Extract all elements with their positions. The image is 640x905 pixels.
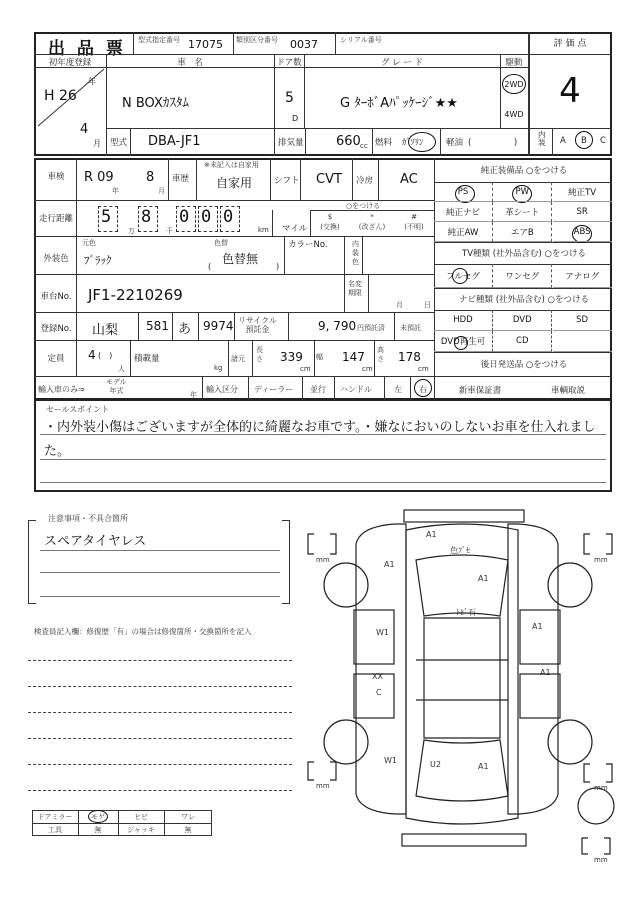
- nav-item: CD: [493, 331, 552, 352]
- odometer-digit: 0: [223, 207, 234, 227]
- mark-a1-rear: A1: [478, 762, 489, 771]
- genuine-item: 純正TV: [553, 182, 612, 202]
- dims-label: 諸元: [231, 355, 245, 363]
- mark-a1-front: A1: [426, 530, 437, 539]
- notes-bracket-right: [282, 520, 290, 604]
- first-reg-month-unit: 月: [93, 139, 101, 148]
- ac-value: AC: [400, 172, 418, 187]
- nav-title: ナビ種類 (社外品含む) ○をつける: [459, 295, 589, 305]
- mm-unit-3: mm: [316, 782, 330, 790]
- mark-u2: U2: [430, 760, 441, 769]
- name-change-label: 名変 期限: [348, 280, 362, 297]
- score-label: 評 価 点: [553, 39, 587, 49]
- sen-unit: 千: [166, 227, 173, 235]
- original-color: ﾌﾞﾗｯｸ: [84, 254, 112, 267]
- notes-text: スペアタイヤレス: [44, 534, 147, 549]
- nav-item: DVD再生可: [434, 331, 493, 352]
- jack-label: ジャッキ: [127, 826, 155, 834]
- original-color-label: 元色: [82, 239, 96, 247]
- mark-xx: XX: [372, 672, 383, 681]
- fuel-gasoline-circle: [408, 132, 436, 152]
- model-label: 型式: [110, 138, 128, 148]
- history-label: 車歴: [172, 174, 190, 184]
- sales-line-2: た。: [44, 444, 71, 459]
- displacement-value: 660: [336, 134, 361, 149]
- mark-a1-hood: A1: [478, 574, 489, 583]
- category-label: 類別区分番号: [236, 36, 278, 44]
- mark-chip: ﾄﾋﾞ石: [456, 608, 476, 617]
- crack-label: ヒビ: [134, 813, 148, 821]
- fuel-light-oil: 軽油: [446, 138, 464, 148]
- mm-unit-4: mm: [594, 784, 608, 792]
- capacity-value: 4: [88, 348, 96, 362]
- doors-label: ドア数: [276, 58, 302, 68]
- mm-unit-5: mm: [594, 856, 608, 864]
- drive-2wd: 2WD: [504, 80, 524, 89]
- import-class-label: 輸入区分: [206, 385, 238, 394]
- shift-value: CVT: [316, 172, 342, 187]
- odometer-digit: 8: [141, 207, 152, 227]
- history-value: 自家用: [216, 176, 253, 190]
- type-designation-label: 型式指定番号: [138, 36, 180, 44]
- drive-label: 駆動: [505, 58, 523, 68]
- sales-block: [34, 400, 612, 492]
- first-reg-year-unit: 年: [88, 77, 96, 86]
- height-value: 178: [398, 350, 421, 364]
- length-unit: cm: [300, 365, 311, 373]
- plate-label: 登録No.: [40, 324, 72, 334]
- repaint-label: 色替: [214, 239, 228, 247]
- mark-a1-left: A1: [384, 560, 395, 569]
- load-label: 積載量: [134, 354, 160, 364]
- recycle-unit: 円預託済: [357, 324, 385, 332]
- first-reg-label: 初年度登録: [48, 58, 92, 68]
- handle-right-circle: [414, 379, 432, 397]
- sales-label: セールスポイント: [46, 405, 110, 414]
- first-reg-era-year: H 26: [44, 88, 77, 104]
- inspection-month-unit: 月: [158, 187, 165, 195]
- mileage-repair: * (改ざん): [358, 213, 386, 231]
- chassis-label: 車台No.: [40, 292, 72, 302]
- capacity-unit: 人: [118, 365, 125, 373]
- man-unit: 万: [128, 227, 135, 235]
- serial-label: シリアル番号: [340, 36, 382, 44]
- shift-label: シフト: [274, 176, 300, 186]
- car-name-label: 車 名: [177, 58, 203, 68]
- model-value: DBA-JF1: [148, 134, 201, 149]
- history-note: ※未記入は自家用: [204, 161, 259, 169]
- mileage-exchange: $ (交換): [320, 213, 340, 231]
- tv-item: フルセグ: [434, 264, 493, 288]
- genuine-item: 革シート: [493, 202, 552, 222]
- score-value: 4: [559, 71, 581, 111]
- genuine-item: エアB: [493, 222, 552, 242]
- genuine-item: SR: [553, 202, 612, 222]
- import-dealer: ディーラー: [254, 385, 294, 394]
- tools-value: 無: [94, 826, 102, 834]
- recycle-unpaid: 未預託: [400, 324, 421, 332]
- repaint-paren-close: ): [276, 262, 280, 271]
- plate-region: 山梨: [92, 323, 119, 338]
- nav-item: SD: [553, 310, 612, 331]
- odometer-digit: 0: [179, 207, 190, 227]
- model-year-label: モデル 年式: [106, 378, 127, 395]
- mark-c: C: [376, 688, 382, 697]
- genuine-item: PS: [434, 182, 493, 202]
- genuine-item: 純正ナビ: [434, 202, 493, 222]
- inspection-month: 8: [146, 170, 155, 185]
- notes-label: 注意事項・不具合箇所: [48, 514, 128, 523]
- model-year-unit: 年: [190, 391, 197, 399]
- inspection-label: 車検: [47, 172, 65, 182]
- doors-value: 5: [285, 90, 294, 106]
- nav-item: HDD: [434, 310, 493, 331]
- fuel-other: ( ): [468, 138, 518, 148]
- inspection-year: R 09: [84, 170, 114, 185]
- mark-a1-right: A1: [532, 622, 543, 631]
- tv-item: ワンセグ: [493, 264, 552, 288]
- category-no: 0037: [290, 38, 318, 51]
- after-manual: 車輌取説: [550, 386, 585, 396]
- name-change-day: 日: [424, 301, 431, 309]
- interior-b: B: [581, 136, 587, 146]
- drive-2wd-circle: [502, 74, 526, 94]
- drive-4wd: 4WD: [504, 110, 524, 119]
- mirror-label: ドアミラー: [37, 813, 73, 821]
- import-parallel: 並行: [310, 385, 326, 394]
- mark-a1-right2: A1: [540, 668, 551, 677]
- repaint-value: 色替無: [222, 252, 259, 266]
- grade-label: グ レ ー ド: [380, 58, 424, 68]
- plate-class: 581: [146, 319, 169, 333]
- interior-b-circle: [575, 131, 593, 149]
- mark-paint: 色ﾌﾞｾ: [450, 546, 470, 555]
- plate-no: 9974: [203, 319, 234, 333]
- name-change-month: 月: [396, 301, 403, 309]
- jack-value: 無: [184, 826, 192, 834]
- odometer-digit: 0: [201, 207, 212, 227]
- color-no-label: カラーNo.: [288, 240, 328, 250]
- handle-label: ハンドル: [340, 385, 372, 394]
- plate-kana: あ: [178, 322, 192, 337]
- ac-label: 冷房: [356, 176, 374, 186]
- interior-a: A: [560, 136, 566, 146]
- type-designation-no: 17075: [188, 38, 223, 51]
- after-title: 後日発送品 ○をつける: [480, 360, 568, 370]
- km-unit: km: [258, 226, 269, 234]
- nav-item: DVD: [493, 310, 552, 331]
- grade-value: G ﾀｰﾎﾞAﾊﾟｯｹｰｼﾞ★★: [340, 96, 458, 111]
- genuine-title: 純正装備品 ○をつける: [480, 166, 568, 176]
- genuine-item: ABS: [553, 222, 612, 242]
- displacement-unit: cc: [360, 142, 368, 150]
- after-warranty: 新車保証書: [458, 386, 502, 396]
- capacity-label: 定員: [47, 354, 65, 364]
- mirror-value: モゲ: [91, 813, 105, 821]
- repaint-paren-open: (: [208, 262, 212, 271]
- tv-item: アナログ: [553, 264, 612, 288]
- recycle-label: リサイクル 預託金: [238, 316, 277, 334]
- height-unit: cm: [418, 365, 429, 373]
- fuel-label: 燃料: [375, 138, 393, 148]
- break-label: ワレ: [181, 813, 195, 821]
- mile-label: マイル: [282, 224, 308, 234]
- mark-w1-rear: W1: [384, 756, 397, 765]
- fuel-gasoline: ｶﾞｿﾘﾝ: [402, 138, 424, 148]
- chassis-value: JF1-2210269: [88, 286, 183, 304]
- width-label: 幅: [316, 353, 323, 361]
- import-label: 輸入車のみ⇒: [38, 385, 85, 394]
- mileage-unknown: # (不明): [404, 213, 424, 231]
- mm-unit-2: mm: [594, 556, 608, 564]
- nav-item: [553, 331, 612, 352]
- displacement-label: 排気量: [278, 138, 304, 148]
- tools-label: 工具: [48, 826, 62, 834]
- car-name: N BOXｶｽﾀﾑ: [122, 96, 189, 111]
- mileage-circle-note: ○をつける: [346, 202, 381, 210]
- odometer-digit: 5: [101, 207, 112, 227]
- capacity-paren: ( ): [98, 351, 113, 360]
- handle-right: 右: [419, 385, 427, 394]
- interior-label: 内装: [538, 130, 546, 147]
- mileage-label: 走行距離: [38, 214, 73, 224]
- mark-w1-left: W1: [376, 628, 389, 637]
- notes-bracket-left: [28, 520, 36, 604]
- interior-c: C: [600, 136, 606, 146]
- door-type: D: [292, 114, 299, 123]
- handle-left: 左: [394, 385, 402, 394]
- recycle-amount: 9, 790: [318, 319, 357, 333]
- inspector-label: 検査員記入欄：修復歴「有」の場合は修復箇所・交換箇所を記入: [34, 627, 252, 636]
- length-label: 長 さ: [256, 346, 263, 363]
- mm-unit-1: mm: [316, 556, 330, 564]
- inspection-year-unit: 年: [112, 187, 119, 195]
- genuine-item: PW: [493, 182, 552, 202]
- length-value: 339: [280, 350, 303, 364]
- width-unit: cm: [362, 365, 373, 373]
- form-title: 出 品 票: [48, 39, 126, 59]
- tv-title: TV種類 (社外品含む) ○をつける: [462, 249, 586, 259]
- color-label: 外装色: [43, 254, 69, 264]
- width-value: 147: [342, 350, 365, 364]
- mirror-value-circle: [88, 810, 108, 823]
- load-unit: kg: [214, 364, 223, 372]
- height-label: 高 さ: [377, 346, 384, 363]
- interior-color-label: 内 装 色: [352, 240, 359, 266]
- first-reg-month: 4: [80, 122, 89, 137]
- sales-line-1: ・内外装小傷はございますが全体的に綺麗なお車です。・嫌なにおいのしないお車を仕入れまし: [44, 420, 596, 435]
- genuine-item: 純正AW: [434, 222, 493, 242]
